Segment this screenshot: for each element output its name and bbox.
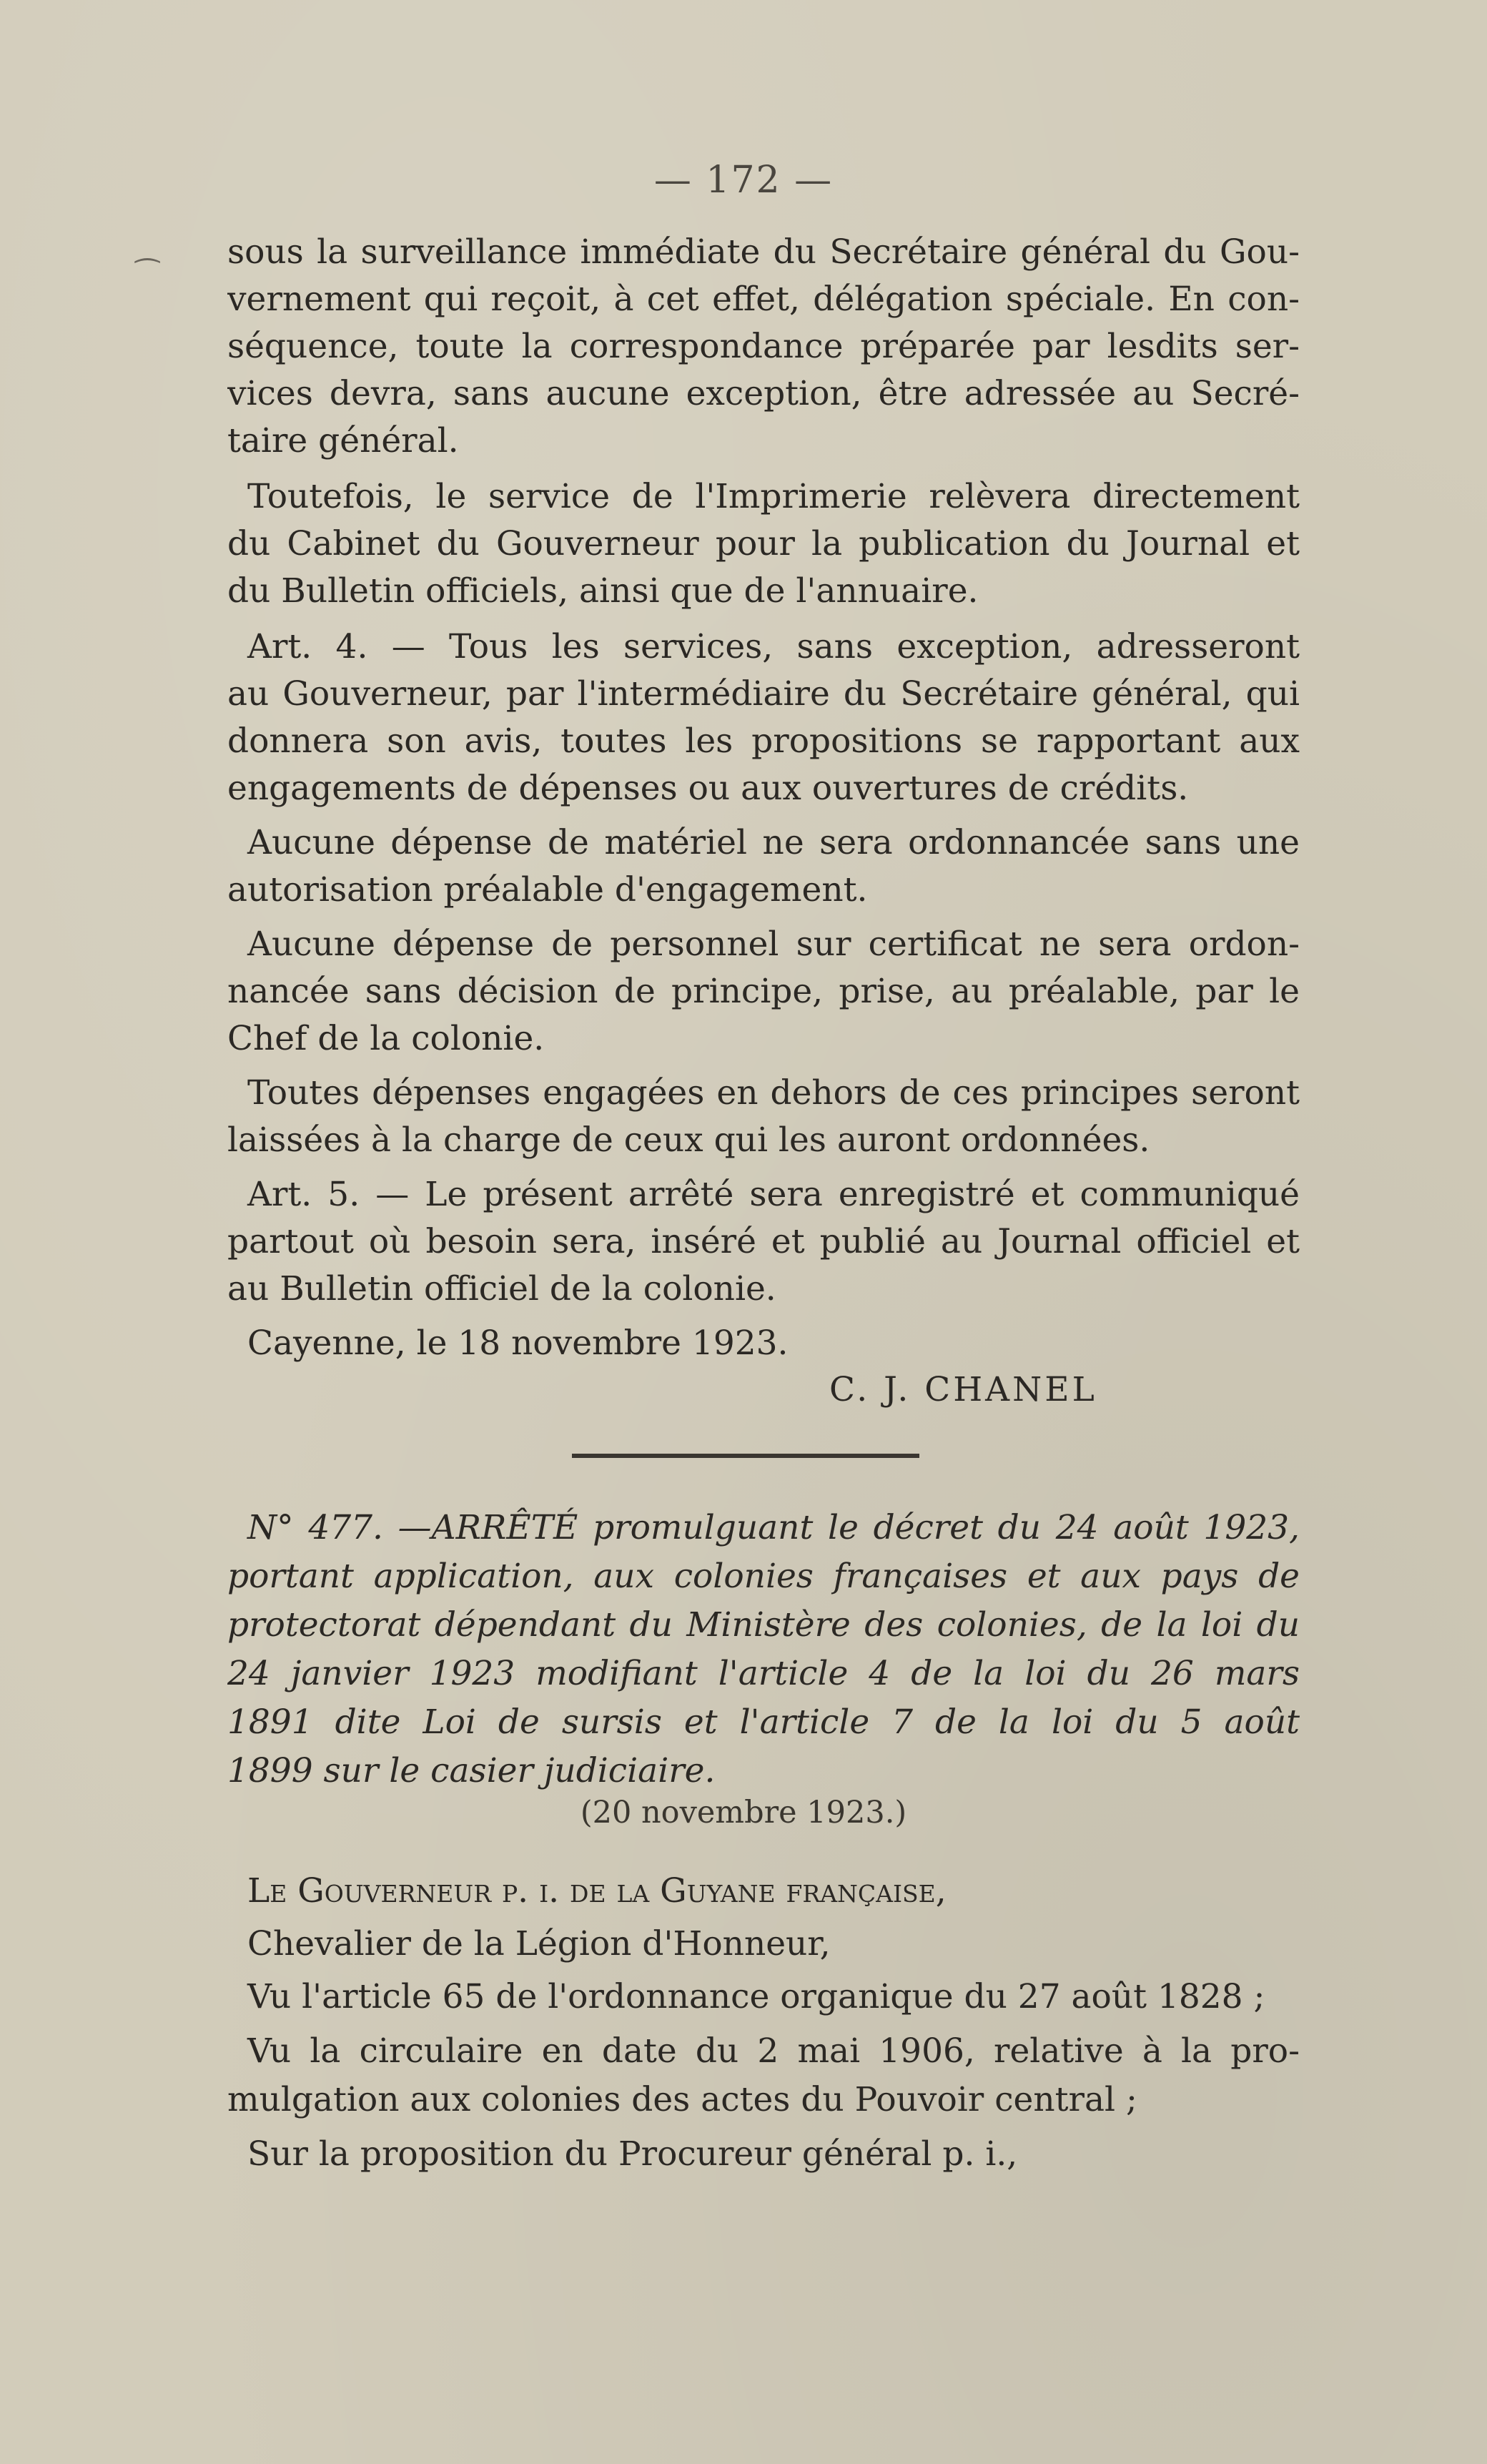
- text-line: Chef de la colonie.: [227, 1019, 545, 1058]
- section-divider: [572, 1454, 919, 1458]
- text-line: vices devra, sans aucune exception, être adressée au Secré-: [227, 374, 1300, 413]
- decree-body-line: Chevalier de la Légion d'Honneur,: [247, 1924, 831, 1963]
- decree-body-line: Le Gouverneur p. i. de la Guyane française,: [247, 1871, 947, 1911]
- decree-title-line: N° 477. —ARRÊTÉ promulguant le décret du 24 août 1923,: [247, 1508, 1300, 1547]
- decree-title-line: protectorat dépendant du Ministère des colonies, de la loi du: [227, 1605, 1300, 1645]
- text-line: Toutes dépenses engagées en dehors de ces principes seront: [247, 1073, 1300, 1113]
- signature: C. J. CHANEL: [829, 1370, 1097, 1409]
- decree-body-line: Sur la proposition du Procureur général p. i.,: [247, 2134, 1018, 2174]
- text-line: Aucune dépense de personnel sur certificat ne sera ordon-: [247, 925, 1300, 964]
- article-4-line: Art. 4. — Tous les services, sans exception, adresseront: [247, 627, 1300, 666]
- text-line: taire général.: [227, 421, 459, 460]
- decree-title-line: portant application, aux colonies françaises et aux pays de: [227, 1557, 1300, 1596]
- decree-title-line: 1899 sur le casier judiciaire.: [227, 1751, 716, 1790]
- article-5-line: au Bulletin officiel de la colonie.: [227, 1269, 776, 1309]
- page-number: — 172 —: [653, 159, 834, 202]
- text-line: séquence, toute la correspondance préparée par lesdits ser-: [227, 327, 1300, 366]
- text-line: sous la surveillance immédiate du Secrétaire général du Gou-: [227, 232, 1300, 272]
- closing-date: Cayenne, le 18 novembre 1923.: [247, 1324, 789, 1363]
- text-line: nancée sans décision de principe, prise, au préalable, par le: [227, 972, 1300, 1011]
- decree-body-line: mulgation aux colonies des actes du Pouvoir central ;: [227, 2080, 1137, 2119]
- article-5-line: partout où besoin sera, inséré et publié au Journal officiel et: [227, 1222, 1300, 1261]
- text-line: vernement qui reçoit, à cet effet, délégation spéciale. En con-: [227, 280, 1300, 319]
- article-4-line: au Gouverneur, par l'intermédiaire du Secrétaire général, qui: [227, 674, 1300, 714]
- decree-title-line: 24 janvier 1923 modifiant l'article 4 de la loi du 26 mars: [227, 1654, 1300, 1693]
- margin-dash-mark: ⁀: [136, 259, 159, 292]
- text-line: autorisation préalable d'engagement.: [227, 870, 868, 910]
- decree-body-line: Vu la circulaire en date du 2 mai 1906, relative à la pro-: [247, 2031, 1300, 2071]
- text-line: Aucune dépense de matériel ne sera ordonnancée sans une: [247, 823, 1300, 862]
- text-line: laissées à la charge de ceux qui les auront ordonnées.: [227, 1120, 1150, 1160]
- text-line: du Bulletin officiels, ainsi que de l'annuaire.: [227, 571, 979, 611]
- decree-title-line: 1891 dite Loi de sursis et l'article 7 de la loi du 5 août: [227, 1702, 1300, 1742]
- decree-body-line: Vu l'article 65 de l'ordonnance organique du 27 août 1828 ;: [247, 1977, 1265, 2016]
- text-line: Toutefois, le service de l'Imprimerie relèvera directement: [247, 477, 1300, 516]
- decree-date: (20 novembre 1923.): [580, 1795, 907, 1830]
- article-5-line: Art. 5. — Le présent arrêté sera enregistré et communiqué: [247, 1175, 1300, 1214]
- article-4-line: engagements de dépenses ou aux ouvertures de crédits.: [227, 769, 1189, 808]
- article-4-line: donnera son avis, toutes les propositions se rapportant aux: [227, 721, 1300, 761]
- text-line: du Cabinet du Gouverneur pour la publication du Journal et: [227, 524, 1300, 563]
